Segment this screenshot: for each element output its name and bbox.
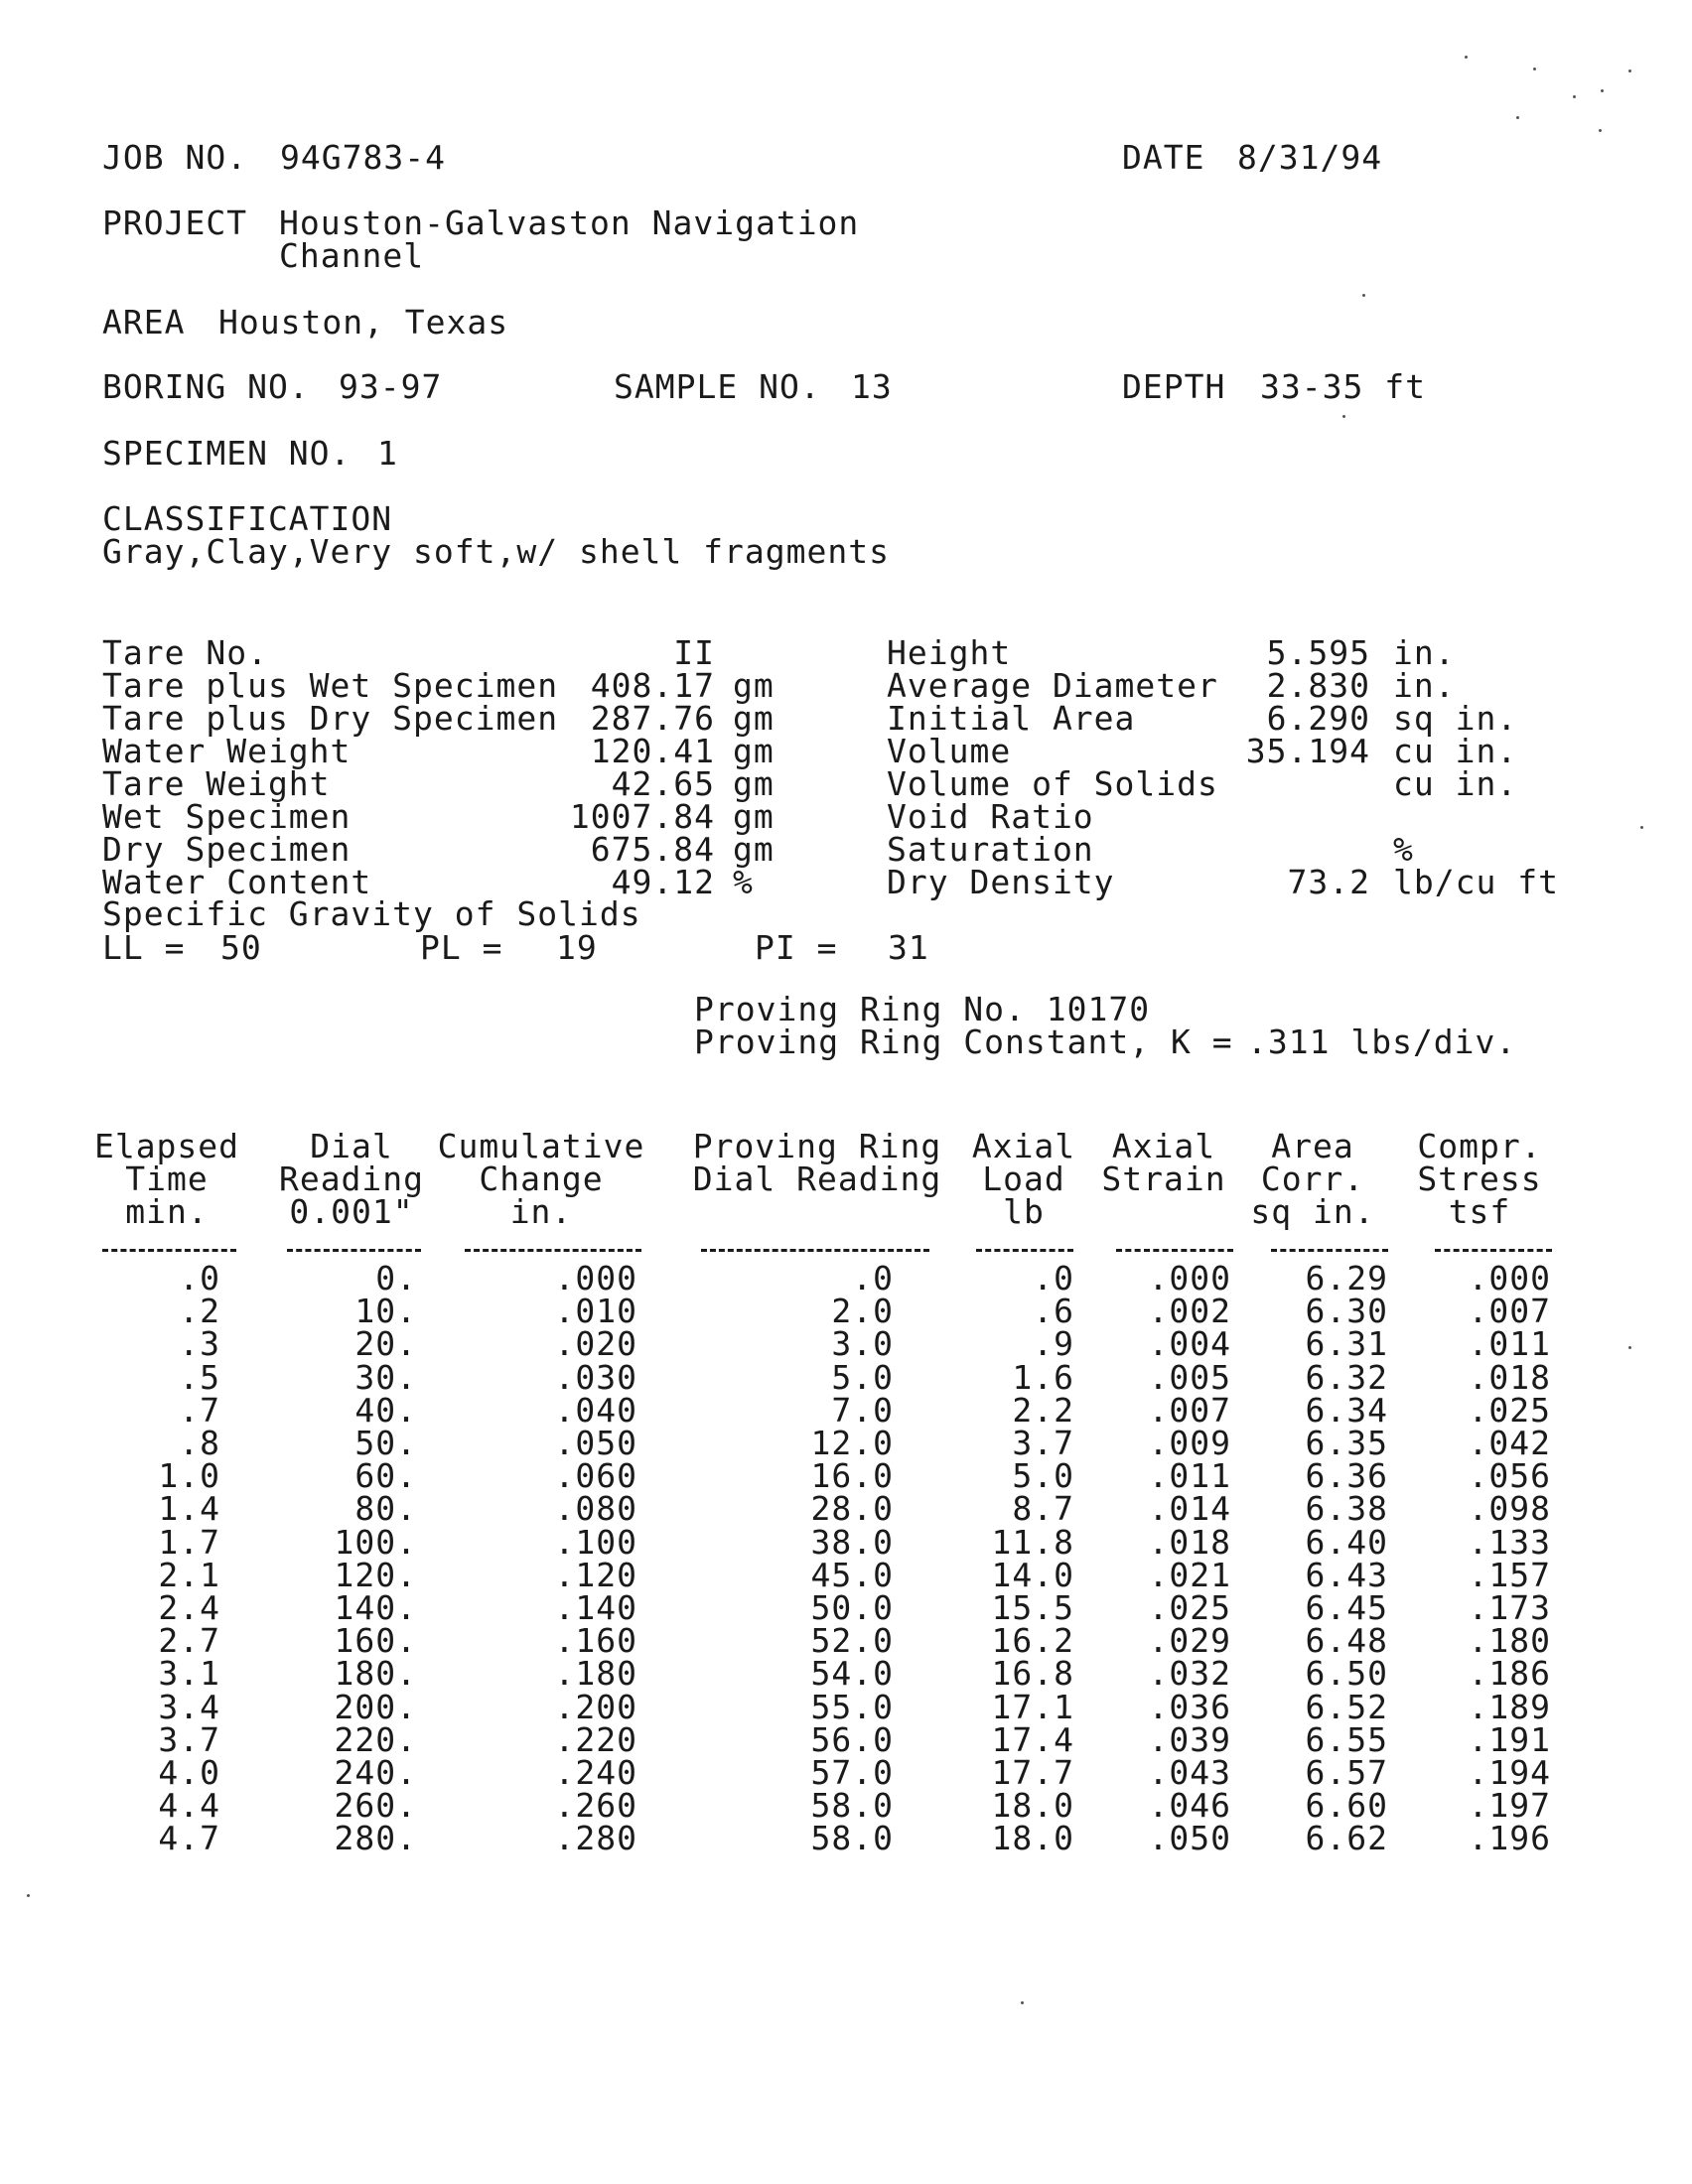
table-cell: .039 xyxy=(1148,1720,1231,1759)
table-cell: 120. xyxy=(334,1556,417,1594)
property-unit: cu in. xyxy=(1393,764,1518,803)
table-cell: .180 xyxy=(554,1654,637,1693)
property-unit: in. xyxy=(1393,666,1456,705)
table-cell: .186 xyxy=(1468,1654,1551,1693)
property-value: 1007.84 xyxy=(569,797,715,836)
table-cell: 6.35 xyxy=(1305,1424,1388,1462)
table-cell: .196 xyxy=(1468,1819,1551,1857)
table-cell: 30. xyxy=(354,1358,417,1397)
table-cell: 55.0 xyxy=(810,1688,894,1726)
table-cell: .000 xyxy=(1468,1259,1551,1297)
table-cell: .200 xyxy=(554,1688,637,1726)
table-cell: 40. xyxy=(354,1391,417,1430)
table-cell: .133 xyxy=(1468,1523,1551,1562)
property-value: 35.194 xyxy=(1245,732,1370,770)
property-unit: gm xyxy=(733,666,775,705)
table-cell: .032 xyxy=(1148,1654,1231,1693)
table-cell: .180 xyxy=(1468,1621,1551,1660)
table-cell: .021 xyxy=(1148,1556,1231,1594)
table-cell: 6.36 xyxy=(1305,1456,1388,1495)
table-cell: 5.0 xyxy=(1012,1456,1074,1495)
property-label: Tare No. xyxy=(102,633,268,672)
table-cell: 80. xyxy=(354,1489,417,1528)
column-header: sq in. xyxy=(1250,1192,1375,1231)
table-cell: 6.31 xyxy=(1305,1324,1388,1363)
table-cell: 6.52 xyxy=(1305,1688,1388,1726)
table-cell: 50.0 xyxy=(810,1588,894,1627)
proving-ring-constant-label: Proving Ring Constant, K = xyxy=(694,1023,1233,1061)
table-cell: 6.62 xyxy=(1305,1819,1388,1857)
table-cell: 15.5 xyxy=(991,1588,1074,1627)
header-rule xyxy=(1116,1249,1233,1252)
table-cell: .197 xyxy=(1468,1786,1551,1825)
table-cell: .007 xyxy=(1468,1292,1551,1330)
property-value: 73.2 xyxy=(1287,863,1370,901)
property-label: Volume xyxy=(887,732,1012,770)
property-value: 120.41 xyxy=(590,732,715,770)
table-cell: 1.6 xyxy=(1012,1358,1074,1397)
date-label: DATE xyxy=(1122,138,1205,177)
table-cell: 280. xyxy=(334,1819,417,1857)
property-label: Water Weight xyxy=(102,732,352,770)
property-label: Dry Density xyxy=(887,863,1115,901)
table-cell: 20. xyxy=(354,1324,417,1363)
property-value: 42.65 xyxy=(611,764,715,803)
header-rule xyxy=(1271,1249,1388,1252)
table-cell: .194 xyxy=(1468,1753,1551,1792)
depth-value: 33-35 ft xyxy=(1260,367,1426,406)
table-cell: 4.4 xyxy=(158,1786,220,1825)
scan-speck xyxy=(1640,826,1643,829)
table-cell: 18.0 xyxy=(991,1786,1074,1825)
table-cell: .080 xyxy=(554,1489,637,1528)
table-cell: 6.34 xyxy=(1305,1391,1388,1430)
table-cell: 18.0 xyxy=(991,1819,1074,1857)
column-header: Change xyxy=(479,1160,604,1198)
table-cell: .0 xyxy=(179,1259,220,1297)
table-cell: 16.0 xyxy=(810,1456,894,1495)
property-unit: cu in. xyxy=(1393,732,1518,770)
property-label: Wet Specimen xyxy=(102,797,352,836)
header-rule xyxy=(465,1249,641,1252)
table-cell: 17.7 xyxy=(991,1753,1074,1792)
property-value: 5.595 xyxy=(1266,633,1370,672)
classification-label: CLASSIFICATION xyxy=(102,499,393,538)
table-cell: 4.7 xyxy=(158,1819,220,1857)
table-cell: 56.0 xyxy=(810,1720,894,1759)
table-cell: 17.4 xyxy=(991,1720,1074,1759)
table-cell: .005 xyxy=(1148,1358,1231,1397)
property-unit: gm xyxy=(733,699,775,738)
table-cell: .000 xyxy=(1148,1259,1231,1297)
property-label: Average Diameter xyxy=(887,666,1218,705)
property-label: Tare Weight xyxy=(102,764,331,803)
scan-speck xyxy=(1516,116,1519,119)
scan-speck xyxy=(27,1894,30,1897)
table-cell: 3.0 xyxy=(831,1324,894,1363)
table-cell: .060 xyxy=(554,1456,637,1495)
table-cell: .0 xyxy=(852,1259,894,1297)
project-label: PROJECT xyxy=(102,204,248,242)
table-cell: 2.0 xyxy=(831,1292,894,1330)
table-cell: 6.50 xyxy=(1305,1654,1388,1693)
table-cell: .050 xyxy=(554,1424,637,1462)
table-cell: 50. xyxy=(354,1424,417,1462)
sample-label: SAMPLE NO. xyxy=(614,367,821,406)
property-unit: gm xyxy=(733,830,775,869)
specimen-label: SPECIMEN NO. xyxy=(102,434,352,473)
table-cell: 58.0 xyxy=(810,1819,894,1857)
property-unit: sq in. xyxy=(1393,699,1518,738)
table-cell: 260. xyxy=(334,1786,417,1825)
table-cell: 220. xyxy=(334,1720,417,1759)
property-label: Tare plus Wet Specimen xyxy=(102,666,559,705)
boring-number: 93-97 xyxy=(339,367,443,406)
property-unit: gm xyxy=(733,797,775,836)
table-cell: 160. xyxy=(334,1621,417,1660)
table-cell: .0 xyxy=(1033,1259,1074,1297)
table-cell: .100 xyxy=(554,1523,637,1562)
scan-speck xyxy=(1599,129,1602,132)
table-cell: 57.0 xyxy=(810,1753,894,1792)
table-cell: .280 xyxy=(554,1819,637,1857)
table-cell: .043 xyxy=(1148,1753,1231,1792)
property-value: 6.290 xyxy=(1266,699,1370,738)
property-label: Void Ratio xyxy=(887,797,1094,836)
table-cell: 58.0 xyxy=(810,1786,894,1825)
pl-value: 19 xyxy=(556,928,598,967)
table-cell: .004 xyxy=(1148,1324,1231,1363)
table-cell: 8.7 xyxy=(1012,1489,1074,1528)
column-header: Elapsed xyxy=(93,1127,240,1165)
job-number: 94G783-4 xyxy=(280,138,446,177)
table-cell: .9 xyxy=(1033,1324,1074,1363)
table-cell: .240 xyxy=(554,1753,637,1792)
table-cell: .020 xyxy=(554,1324,637,1363)
column-header: Corr. xyxy=(1260,1160,1365,1198)
table-cell: .120 xyxy=(554,1556,637,1594)
table-cell: .030 xyxy=(554,1358,637,1397)
sample-number: 13 xyxy=(851,367,893,406)
table-cell: .007 xyxy=(1148,1391,1231,1430)
table-cell: 6.55 xyxy=(1305,1720,1388,1759)
scan-speck xyxy=(1342,415,1345,418)
table-cell: .7 xyxy=(179,1391,220,1430)
table-cell: 17.1 xyxy=(991,1688,1074,1726)
table-cell: 6.60 xyxy=(1305,1786,1388,1825)
column-header: in. xyxy=(509,1192,573,1231)
table-cell: .098 xyxy=(1468,1489,1551,1528)
scan-speck xyxy=(1628,1346,1631,1349)
table-cell: .160 xyxy=(554,1621,637,1660)
table-cell: 7.0 xyxy=(831,1391,894,1430)
property-unit: in. xyxy=(1393,633,1456,672)
table-cell: 2.4 xyxy=(158,1588,220,1627)
table-cell: .6 xyxy=(1033,1292,1074,1330)
property-value: 408.17 xyxy=(590,666,715,705)
property-label: Water Content xyxy=(102,863,372,901)
table-cell: .010 xyxy=(554,1292,637,1330)
table-cell: .173 xyxy=(1468,1588,1551,1627)
header-rule xyxy=(1435,1249,1552,1252)
table-cell: .002 xyxy=(1148,1292,1231,1330)
table-cell: 1.7 xyxy=(158,1523,220,1562)
property-unit: gm xyxy=(733,764,775,803)
depth-label: DEPTH xyxy=(1122,367,1226,406)
column-header: Axial xyxy=(1111,1127,1216,1165)
table-cell: .157 xyxy=(1468,1556,1551,1594)
column-header: Axial xyxy=(971,1127,1076,1165)
table-cell: .140 xyxy=(554,1588,637,1627)
header-rule xyxy=(102,1249,236,1252)
table-cell: 16.8 xyxy=(991,1654,1074,1693)
table-cell: 240. xyxy=(334,1753,417,1792)
property-label: Saturation xyxy=(887,830,1094,869)
area-value: Houston, Texas xyxy=(218,303,509,341)
table-cell: 11.8 xyxy=(991,1523,1074,1562)
property-label: Initial Area xyxy=(887,699,1136,738)
table-cell: .009 xyxy=(1148,1424,1231,1462)
property-label: Dry Specimen xyxy=(102,830,352,869)
table-cell: 28.0 xyxy=(810,1489,894,1528)
table-cell: 180. xyxy=(334,1654,417,1693)
property-unit: gm xyxy=(733,732,775,770)
table-cell: 60. xyxy=(354,1456,417,1495)
table-cell: .000 xyxy=(554,1259,637,1297)
column-header: 0.001" xyxy=(289,1192,414,1231)
table-cell: 6.29 xyxy=(1305,1259,1388,1297)
table-cell: 14.0 xyxy=(991,1556,1074,1594)
proving-ring-constant-value: .311 lbs/div. xyxy=(1247,1023,1517,1061)
table-cell: .040 xyxy=(554,1391,637,1430)
table-cell: 6.57 xyxy=(1305,1753,1388,1792)
table-cell: 6.32 xyxy=(1305,1358,1388,1397)
column-header: tsf xyxy=(1448,1192,1511,1231)
column-header: Dial Reading xyxy=(692,1160,942,1198)
header-rule xyxy=(976,1249,1073,1252)
table-cell: 0. xyxy=(375,1259,417,1297)
table-cell: .029 xyxy=(1148,1621,1231,1660)
header-rule xyxy=(287,1249,421,1252)
scan-speck xyxy=(1628,69,1631,72)
column-header: Load xyxy=(982,1160,1065,1198)
scan-speck xyxy=(1021,2001,1024,2004)
project-line-1: Houston-Galvaston Navigation xyxy=(279,204,860,242)
table-cell: 6.45 xyxy=(1305,1588,1388,1627)
table-cell: .191 xyxy=(1468,1720,1551,1759)
property-unit: % xyxy=(733,863,754,901)
table-cell: 4.0 xyxy=(158,1753,220,1792)
ll-value: 50 xyxy=(220,928,262,967)
table-cell: 52.0 xyxy=(810,1621,894,1660)
column-header: Area xyxy=(1271,1127,1354,1165)
table-cell: .220 xyxy=(554,1720,637,1759)
property-label: Height xyxy=(887,633,1012,672)
table-cell: .050 xyxy=(1148,1819,1231,1857)
pl-label: PL = xyxy=(420,928,503,967)
date-value: 8/31/94 xyxy=(1237,138,1383,177)
classification-value: Gray,Clay,Very soft,w/ shell fragments xyxy=(102,532,890,571)
table-cell: 45.0 xyxy=(810,1556,894,1594)
table-cell: .056 xyxy=(1468,1456,1551,1495)
property-value: 49.12 xyxy=(611,863,715,901)
job-label: JOB NO. xyxy=(102,138,248,177)
table-cell: 200. xyxy=(334,1688,417,1726)
table-cell: .3 xyxy=(179,1324,220,1363)
table-cell: 6.30 xyxy=(1305,1292,1388,1330)
property-value: 287.76 xyxy=(590,699,715,738)
table-cell: 140. xyxy=(334,1588,417,1627)
table-cell: .014 xyxy=(1148,1489,1231,1528)
property-label: Volume of Solids xyxy=(887,764,1218,803)
table-cell: 38.0 xyxy=(810,1523,894,1562)
table-cell: .018 xyxy=(1148,1523,1231,1562)
table-cell: 6.40 xyxy=(1305,1523,1388,1562)
table-cell: 2.2 xyxy=(1012,1391,1074,1430)
table-cell: .2 xyxy=(179,1292,220,1330)
scan-speck xyxy=(1465,56,1468,59)
scan-speck xyxy=(1601,89,1604,92)
table-cell: 100. xyxy=(334,1523,417,1562)
table-cell: .025 xyxy=(1468,1391,1551,1430)
column-header: Proving Ring xyxy=(692,1127,942,1165)
table-cell: 6.43 xyxy=(1305,1556,1388,1594)
table-cell: 6.48 xyxy=(1305,1621,1388,1660)
proving-ring-number: Proving Ring No. 10170 xyxy=(694,990,1151,1028)
table-cell: 3.7 xyxy=(1012,1424,1074,1462)
pi-label: PI = xyxy=(755,928,838,967)
property-value: 2.830 xyxy=(1266,666,1370,705)
table-cell: .260 xyxy=(554,1786,637,1825)
property-value: 675.84 xyxy=(590,830,715,869)
table-cell: 10. xyxy=(354,1292,417,1330)
table-cell: .018 xyxy=(1468,1358,1551,1397)
column-header: Strain xyxy=(1101,1160,1226,1198)
column-header: Dial xyxy=(310,1127,393,1165)
table-cell: 2.7 xyxy=(158,1621,220,1660)
table-cell: 3.7 xyxy=(158,1720,220,1759)
table-cell: .011 xyxy=(1468,1324,1551,1363)
table-cell: .046 xyxy=(1148,1786,1231,1825)
column-header: lb xyxy=(1003,1192,1045,1231)
column-header: Cumulative xyxy=(437,1127,645,1165)
property-unit: % xyxy=(1393,830,1414,869)
ll-label: LL = xyxy=(102,928,186,967)
scan-speck xyxy=(1533,68,1536,70)
specimen-number: 1 xyxy=(377,434,398,473)
table-cell: 2.1 xyxy=(158,1556,220,1594)
property-label: Tare plus Dry Specimen xyxy=(102,699,559,738)
table-cell: .011 xyxy=(1148,1456,1231,1495)
table-cell: 5.0 xyxy=(831,1358,894,1397)
specific-gravity-label: Specific Gravity of Solids xyxy=(102,894,641,933)
column-header: min. xyxy=(125,1192,209,1231)
scan-speck xyxy=(1573,95,1576,98)
table-cell: .189 xyxy=(1468,1688,1551,1726)
table-cell: .5 xyxy=(179,1358,220,1397)
column-header: Time xyxy=(125,1160,209,1198)
table-cell: 1.4 xyxy=(158,1489,220,1528)
column-header: Stress xyxy=(1417,1160,1542,1198)
boring-label: BORING NO. xyxy=(102,367,310,406)
table-cell: .8 xyxy=(179,1424,220,1462)
table-cell: 12.0 xyxy=(810,1424,894,1462)
area-label: AREA xyxy=(102,303,186,341)
column-header: Reading xyxy=(278,1160,425,1198)
column-header: Compr. xyxy=(1417,1127,1542,1165)
table-cell: 6.38 xyxy=(1305,1489,1388,1528)
scan-speck xyxy=(1362,294,1365,297)
table-cell: 16.2 xyxy=(991,1621,1074,1660)
table-cell: 3.4 xyxy=(158,1688,220,1726)
table-cell: 1.0 xyxy=(158,1456,220,1495)
header-rule xyxy=(701,1249,929,1252)
table-cell: .036 xyxy=(1148,1688,1231,1726)
property-unit: lb/cu ft xyxy=(1393,863,1559,901)
pi-value: 31 xyxy=(888,928,929,967)
table-cell: 3.1 xyxy=(158,1654,220,1693)
property-value: II xyxy=(673,633,715,672)
table-cell: 54.0 xyxy=(810,1654,894,1693)
table-cell: .025 xyxy=(1148,1588,1231,1627)
project-line-2: Channel xyxy=(279,236,425,275)
table-cell: .042 xyxy=(1468,1424,1551,1462)
